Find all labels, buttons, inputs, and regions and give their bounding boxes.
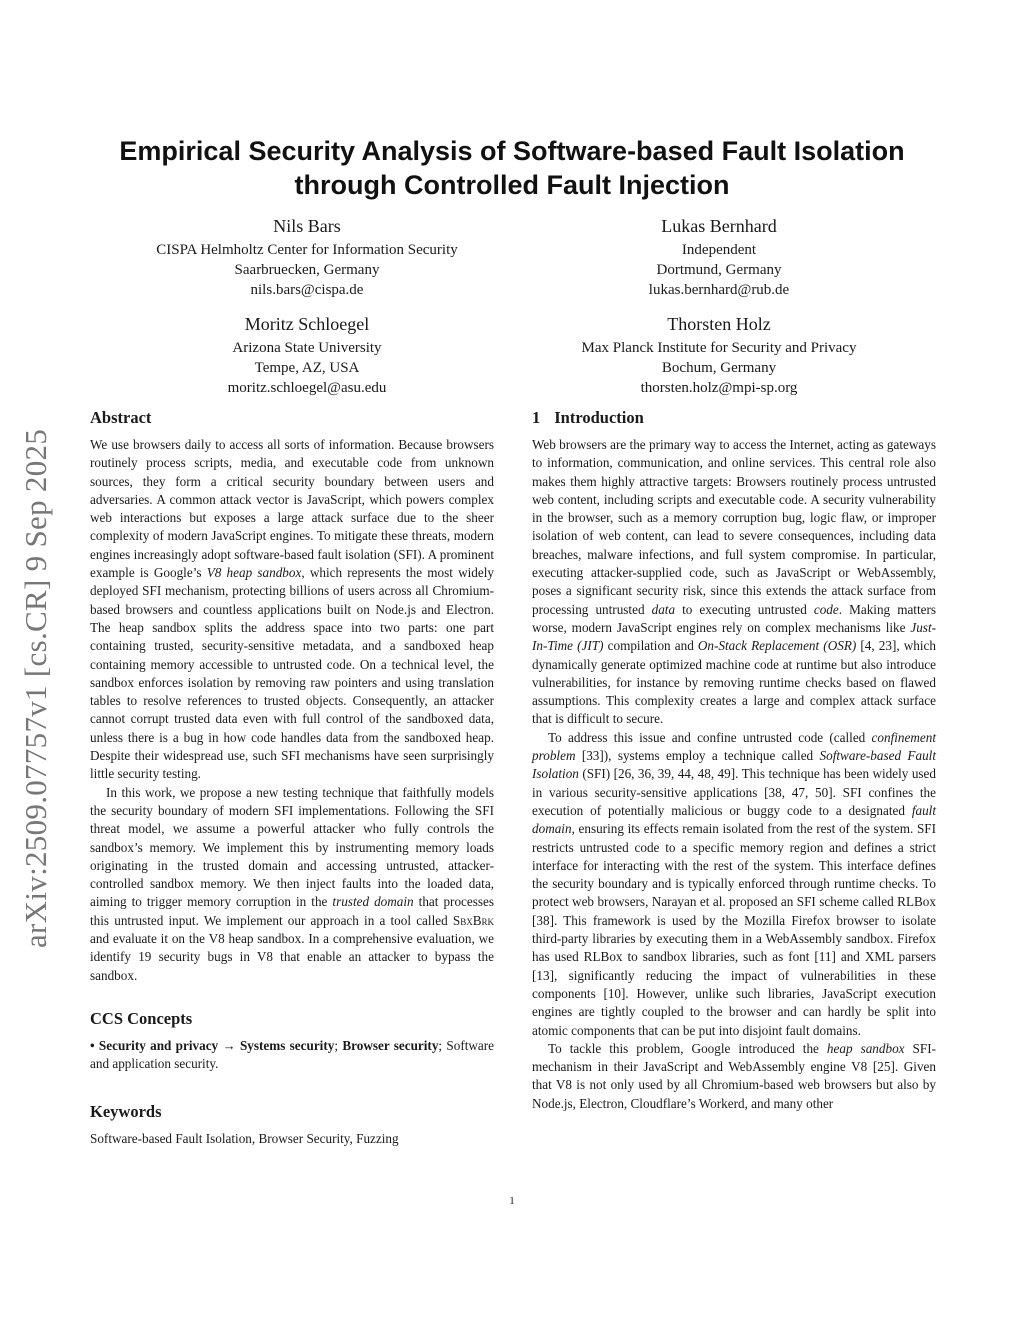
paper-title <box>90 134 934 202</box>
author-name: Thorsten Holz <box>667 314 771 334</box>
ccs-concepts: • Security and privacy → Systems security; Browser security; Software and application security. <box>90 1037 494 1072</box>
author-block-1 <box>132 214 482 300</box>
author-name: Nils Bars <box>273 216 341 236</box>
abstract-paragraph-2: In this work, we propose a new testing technique that faithfully models the security boundary of modern SFI implementations. Following the SFI threat model, we assume a powerful attacker who fully controls the sandbox’s memory. We implement this by instrumenting memory loads originating in the trusted domain and accessing untrusted, attacker-controlled sandbox memory. We then inject faults into the loaded data, aiming to trigger memory corruption in the trusted domain that processes this untrusted input. We implement our approach in a tool called SbxBrk and evaluate it on the V8 heap sandbox. In a comprehensive evaluation, we identify 19 security bugs in V8 that enable an attacker to bypass the sandbox. <box>90 784 494 983</box>
author-name: Moritz Schloegel <box>244 314 370 334</box>
author-location: Dortmund, Germany <box>656 262 782 278</box>
introduction-heading: 1 Introduction <box>532 408 644 427</box>
author-name: Lukas Bernhard <box>661 216 777 236</box>
author-email[interactable]: thorsten.holz@mpi-sp.org <box>640 380 798 396</box>
author-email[interactable]: lukas.bernhard@rub.de <box>648 282 790 298</box>
author-location: Tempe, AZ, USA <box>254 360 360 376</box>
intro-paragraph-2: To address this issue and confine untrusted code (called confinement problem [33]), systems employ a technique called Software-based Fault Isolation (SFI) [26, 36, 39, 44, 48, 49]. This technique has been widely used in various security-sensitive applications [38, 47, 50]. SFI confines the execution of potentially malicious or buggy code to a designated fault domain, ensuring its effects remain isolated from the rest of the system. SFI restricts untrusted code to a specific memory region and defines a strict interface for interacting with the rest of the system. This interface defines the security boundary and is typically enforced through runtime checks. To protect web browsers, Narayan et al. proposed an SFI scheme called RLBox [38]. This framework is used by the Mozilla Firefox browser to isolate third-party libraries by executing them in a WebAssembly sandbox. Firefox has used RLBox to sandbox libraries, such as font [11] and XML parsers [13], significantly reducing the impact of vulnerabilities in these components [10]. However, unlike such libraries, JavaScript execution engines are tightly coupled to the browser and can hardly be split into atomic components that can be put into disjoint fault domains. <box>532 729 936 1038</box>
arxiv-identifier: arXiv:2509.07757v1 [cs.CR] 9 Sep 2025 <box>18 428 53 948</box>
title-line-2: through Controlled Fault Injection <box>294 170 730 200</box>
author-email[interactable]: moritz.schloegel@asu.edu <box>227 380 387 396</box>
author-affiliation: Arizona State University <box>232 340 382 356</box>
keywords-heading: Keywords <box>90 1101 162 1121</box>
author-block-2 <box>544 214 894 300</box>
intro-paragraph-1: Web browsers are the primary way to access the Internet, acting as gateways to information, communication, and online services. This central role also makes them highly attractive targets: Browsers routinely process untrusted web content, including scripts and executable code. A security vulnerability in the browser, such as a memory corruption bug, logic flaw, or improper isolation of web content, can lead to severe consequences, including data breaches, malware infections, and full system compromise. In particular, executing attacker-supplied code, such as JavaScript or WebAssembly, poses a significant security risk, since this extends the attack surface from processing untrusted data to executing untrusted code. Making matters worse, modern JavaScript engines rely on complex mechanisms like Just-In-Time (JIT) compilation and On-Stack Replacement (OSR) [4, 23], which dynamically generate optimized machine code at runtime but also introduce vulnerabilities, for instance by removing runtime checks based on flawed assumptions. This complexity creates a large and complex attack surface that is difficult to secure. <box>532 437 937 727</box>
right-column <box>532 408 936 1113</box>
author-affiliation: Max Planck Institute for Security and Privacy <box>581 340 857 356</box>
tool-name: SbxBrk <box>452 912 494 928</box>
author-affiliation: Independent <box>681 242 757 258</box>
title-line-1: Empirical Security Analysis of Software-based Fault Isolation <box>119 136 905 166</box>
author-location: Bochum, Germany <box>661 360 777 376</box>
abstract-paragraph-1: We use browsers daily to access all sorts of information. Because browsers routinely process scripts, media, and executable code from unknown sources, they form a critical security boundary between users and adversaries. A common attack vector is JavaScript, which powers complex web interactions but exposes a large attack surface due to the sheer complexity of modern JavaScript engines. To mitigate these threats, modern engines increasingly adopt software-based fault isolation (SFI). A prominent example is Google’s V8 heap sandbox, which represents the most widely deployed SFI mechanism, protecting billions of users across all Chromium-based browsers and countless applications built on Node.js and Electron. The heap sandbox splits the address space into two parts: one part containing trusted, security-sensitive metadata, and a sandboxed heap containing memory accessible to untrusted code. On a technical level, the sandbox enforces isolation by removing raw pointers and using translation tables to resolve references to trusted objects. Consequently, an attacker cannot corrupt trusted data even with full control of the sandboxed data, unless there is a bug in how code handles data from the sandboxed heap. Despite their widespread use, such SFI mechanisms have seen surprisingly little security testing. <box>90 437 494 782</box>
ccs-heading: CCS Concepts <box>90 1008 193 1028</box>
keywords-text: Software-based Fault Isolation, Browser Security, Fuzzing <box>90 1130 399 1146</box>
author-location: Saarbruecken, Germany <box>234 262 380 278</box>
intro-paragraph-3: To tackle this problem, Google introduced the heap sandbox SFI-mechanism in their JavaScript and WebAssembly engine V8 [25]. Given that V8 is not only used by all Chromium-based web browsers but also by Node.js, Electron, Cloudflare’s Workerd, and many other <box>532 1040 936 1111</box>
abstract-heading: Abstract <box>90 408 152 427</box>
author-block-4 <box>544 312 894 398</box>
author-affiliation: CISPA Helmholtz Center for Information Security <box>156 242 458 258</box>
page-number: 1 <box>509 1195 515 1207</box>
left-column <box>90 408 494 1148</box>
author-block-3 <box>132 312 482 398</box>
author-email[interactable]: nils.bars@cispa.de <box>250 282 364 298</box>
